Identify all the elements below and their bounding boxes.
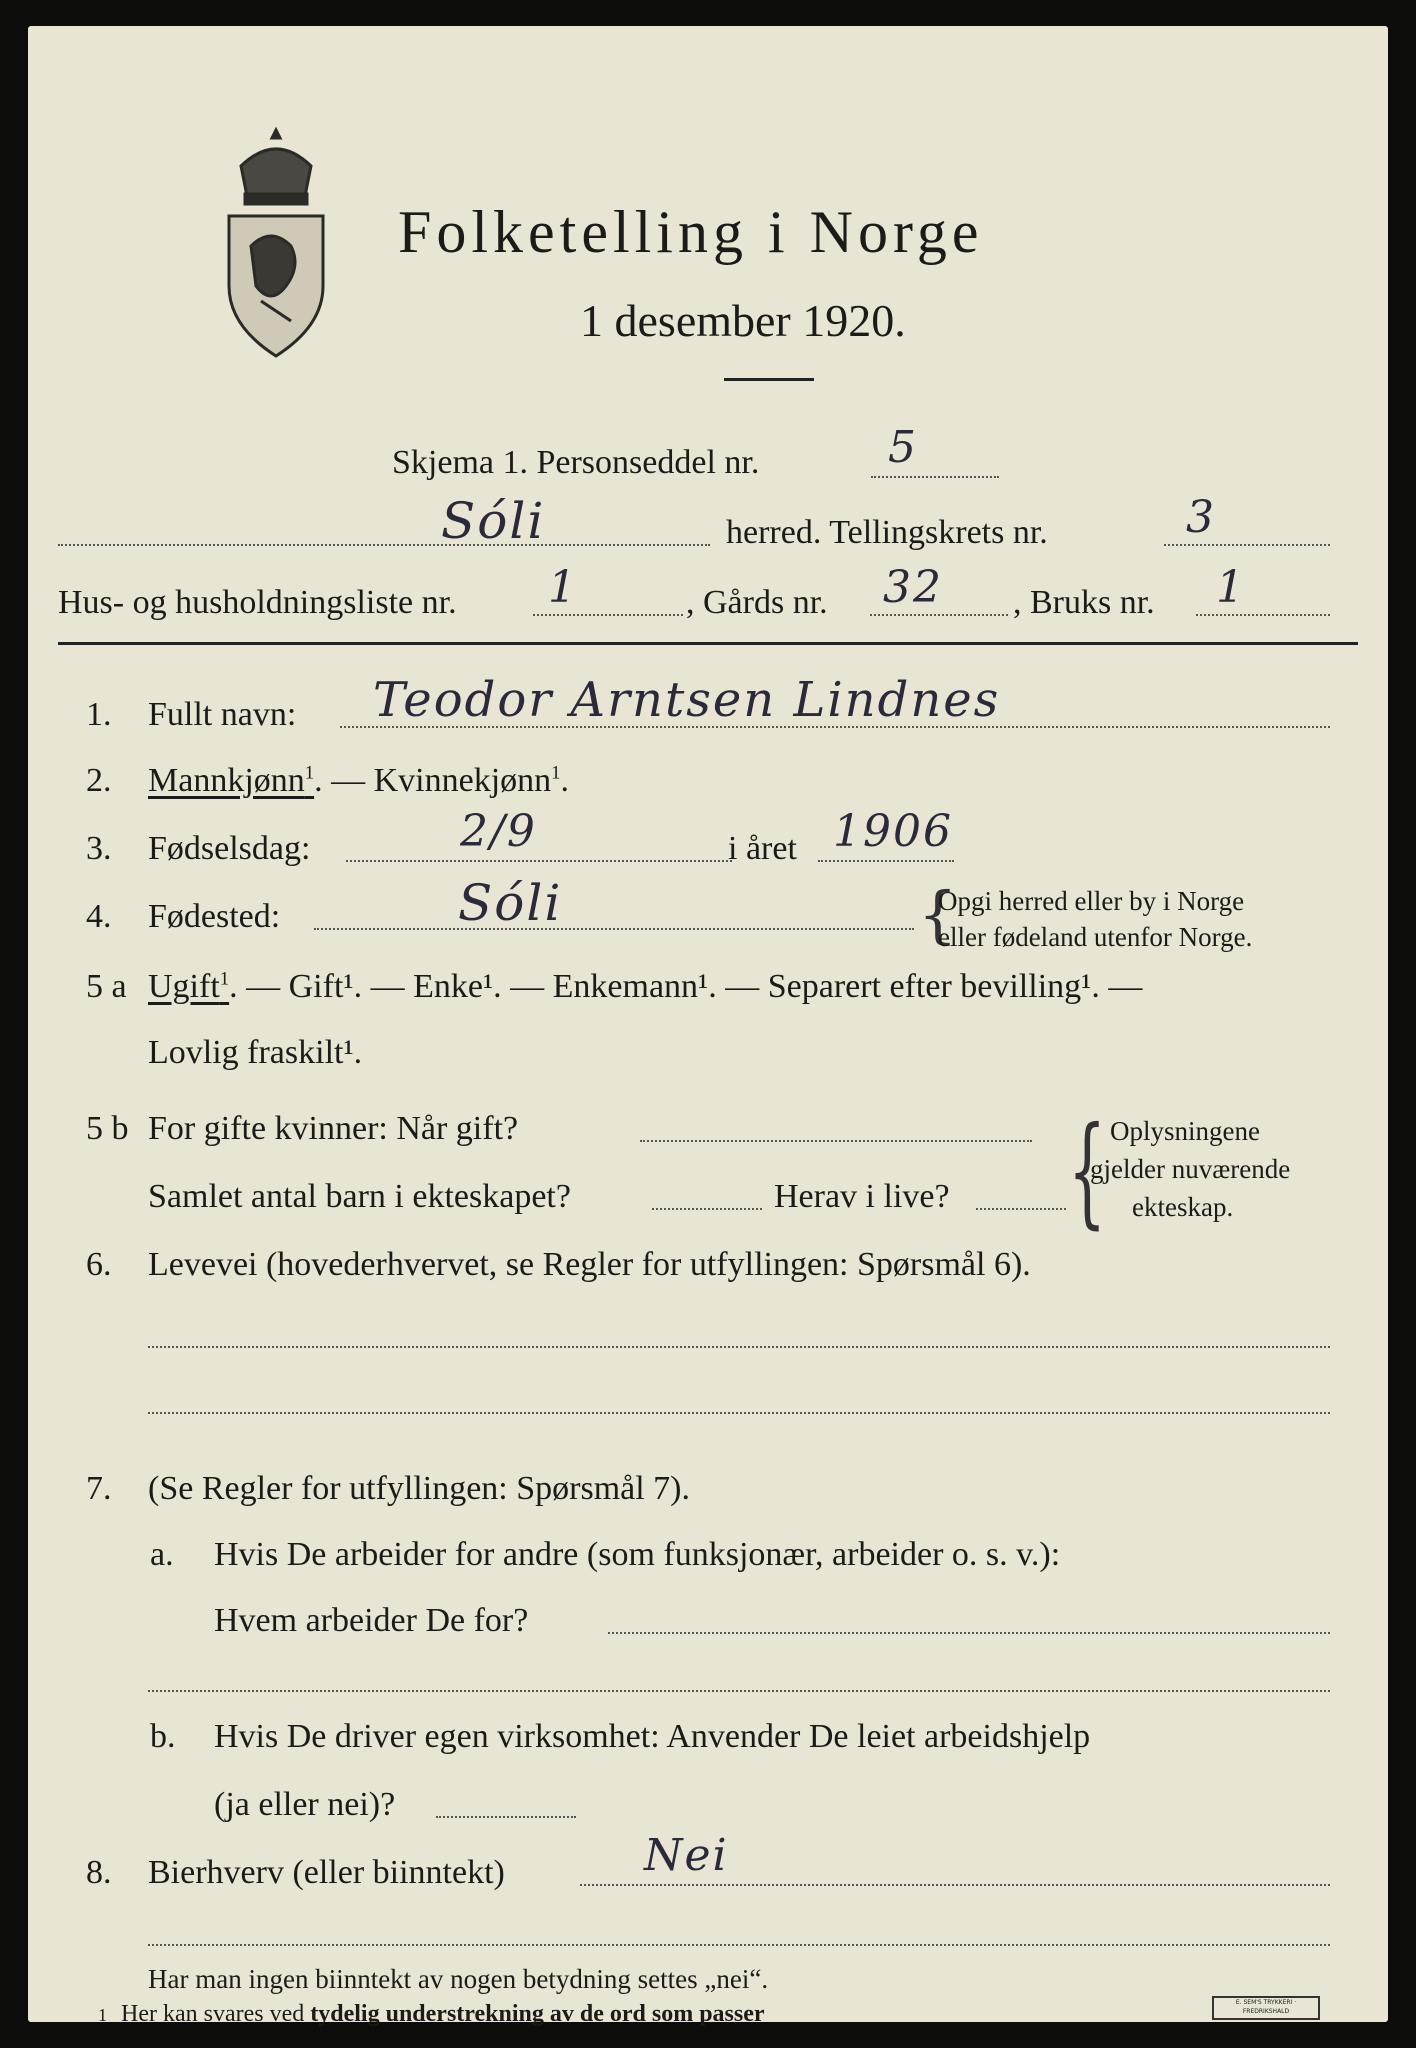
coat-of-arms-icon (221, 126, 331, 361)
ugift-option[interactable]: Ugift$^1$ (148, 968, 230, 1005)
children-total-field[interactable] (652, 1208, 762, 1210)
tellingskrets-nr-value: 3 (1186, 492, 1216, 543)
side-income-field[interactable] (580, 1884, 1330, 1886)
birthplace-note-line2: eller fødeland utenfor Norge. (938, 922, 1253, 952)
herred-field[interactable] (58, 544, 710, 546)
q3-number: 3. (86, 830, 112, 867)
birth-year-value: 1906 (833, 806, 953, 857)
personseddel-nr-field[interactable] (871, 476, 999, 478)
gards-nr-label: , Gårds nr. (686, 584, 828, 621)
q1-number: 1. (86, 696, 112, 733)
birth-date-value: 2/9 (460, 806, 537, 857)
footer-note: Har man ingen biinntekt av nogen betydning settes „nei“. (148, 1964, 769, 1994)
title-divider (724, 378, 814, 381)
bruks-nr-label: , Bruks nr. (1013, 584, 1155, 621)
q5a-number: 5 a (86, 968, 127, 1005)
occupation-field-line1[interactable] (148, 1346, 1330, 1348)
q7a-line1: Hvis De arbeider for andre (som funksjonær, arbeider o. s. v.): (214, 1536, 1061, 1573)
full-name-value: Teodor Arntsen Lindnes (373, 672, 1001, 728)
q5b-note-brace: { (1068, 1102, 1107, 1241)
lovlig-fraskilt-option[interactable]: Lovlig fraskilt¹. (148, 1034, 363, 1071)
side-income-value: Nei (644, 1830, 729, 1881)
q7b-letter: b. (150, 1718, 176, 1755)
husholdningsliste-nr-field[interactable] (533, 614, 683, 616)
q5b-married-when-label: For gifte kvinner: Når gift? (148, 1110, 519, 1147)
birthplace-value: Sóli (458, 874, 563, 932)
birthplace-field[interactable] (314, 928, 914, 930)
q3-label: Fødselsdag: (148, 830, 311, 867)
q7a-letter: a. (150, 1536, 174, 1573)
q5b-number: 5 b (86, 1110, 129, 1147)
form-title: Folketelling i Norge (398, 199, 984, 265)
side-income-field-line2[interactable] (148, 1944, 1330, 1946)
q2-gender-options: Mannkjønn$^1$. — Kvinnekjønn$^1$. (148, 762, 570, 799)
kvinnekjonn-option[interactable]: Kvinnekjønn$^1$ (373, 762, 561, 799)
employer-field[interactable] (608, 1632, 1330, 1634)
gards-nr-field[interactable] (870, 614, 1008, 616)
bruks-nr-field[interactable] (1196, 614, 1330, 616)
q5b-note-line3: ekteskap. (1132, 1192, 1234, 1222)
gards-nr-value: 32 (883, 562, 943, 613)
birth-year-field[interactable] (818, 860, 954, 862)
q2-number: 2. (86, 762, 112, 799)
q6-label: Levevei (hovederhvervet, se Regler for utfyllingen: Spørsmål 6). (148, 1246, 1031, 1283)
q4-number: 4. (86, 898, 112, 935)
q8-number: 8. (86, 1854, 112, 1891)
personseddel-nr-value: 5 (888, 422, 918, 473)
footnote: 1 Her kan svares ved tydelig understrekning av de ord som passer (98, 2001, 765, 2027)
hired-help-field[interactable] (436, 1816, 576, 1818)
herred-value: Sóli (441, 492, 546, 550)
q6-number: 6. (86, 1246, 112, 1283)
employer-field-line2[interactable] (148, 1690, 1330, 1692)
census-date: 1 desember 1920. (580, 295, 906, 346)
bruks-nr-value: 1 (1216, 562, 1246, 613)
birthplace-note-brace: { (918, 878, 958, 951)
occupation-field-line2[interactable] (148, 1412, 1330, 1414)
husholdningsliste-nr-value: 1 (548, 562, 578, 613)
header-divider (58, 642, 1358, 645)
children-alive-field[interactable] (976, 1208, 1066, 1210)
q5b-children-label: Samlet antal barn i ekteskapet? (148, 1178, 571, 1215)
printer-stamp: E. SEM'S TRYKKERI · FREDRIKSHALD (1212, 1996, 1320, 2020)
q5b-alive-label: Herav i live? (774, 1178, 950, 1215)
q5a-marital-options: Ugift$^1$. — Gift¹. — Enke¹. — Enkemann¹. — Separert efter bevilling¹. — (148, 968, 1143, 1005)
husholdningsliste-label: Hus- og husholdningsliste nr. (58, 584, 457, 621)
birthplace-note-line1: Opgi herred eller by i Norge (938, 886, 1245, 916)
census-form-page (28, 26, 1388, 2027)
married-when-field[interactable] (640, 1140, 1032, 1142)
q8-label: Bierhverv (eller biinntekt) (148, 1854, 505, 1891)
skjema-label: Skjema 1. Personseddel nr. (392, 444, 760, 481)
birth-year-label: i året (728, 830, 797, 867)
q7-number: 7. (86, 1470, 112, 1507)
q7-label: (Se Regler for utfyllingen: Spørsmål 7). (148, 1470, 691, 1507)
herred-label: herred. Tellingskrets nr. (726, 514, 1048, 551)
q5b-note-line2: gjelder nuværende (1090, 1154, 1291, 1184)
birth-date-field[interactable] (346, 860, 732, 862)
q5b-note-line1: Oplysningene (1110, 1116, 1260, 1146)
tellingskrets-nr-field[interactable] (1164, 544, 1330, 546)
q7b-line1: Hvis De driver egen virksomhet: Anvender De leiet arbeidshjelp (214, 1718, 1091, 1755)
q1-label: Fullt navn: (148, 696, 297, 733)
mannkjonn-option[interactable]: Mannkjønn$^1$ (148, 762, 315, 799)
q7b-line2: (ja eller nei)? (214, 1786, 396, 1823)
q4-label: Fødested: (148, 898, 281, 935)
q7a-line2: Hvem arbeider De for? (214, 1602, 529, 1639)
